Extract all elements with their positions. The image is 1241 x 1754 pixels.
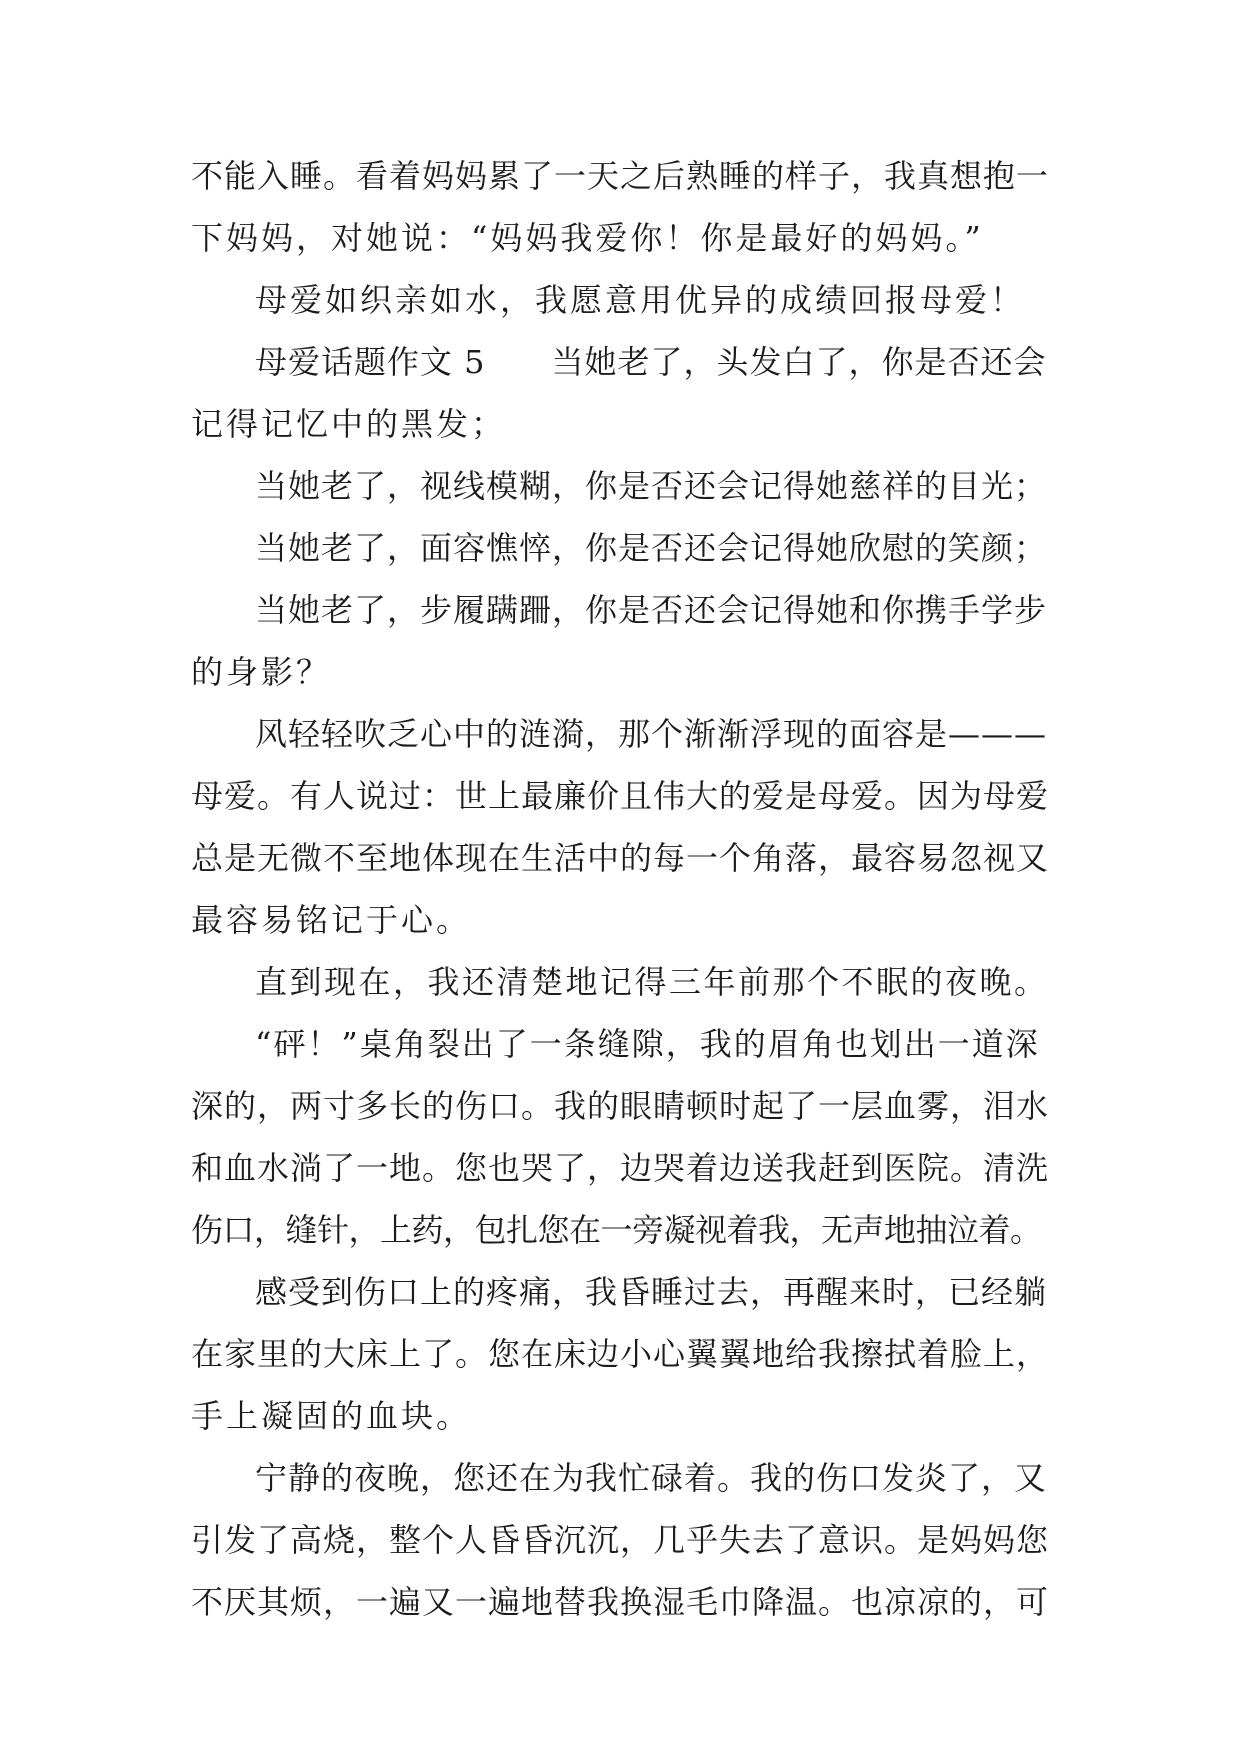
text-line: 伤口，缝针，上药，包扎您在一旁凝视着我，无声地抽泣着。 — [191, 1211, 1042, 1249]
text-line: 当她老了，步履蹒跚，你是否还会记得她和你携手学步 — [255, 591, 1048, 629]
text-line: 的身影？ — [191, 653, 332, 691]
text-line: 在家里的大床上了。您在床边小心翼翼地给我擦拭着脸上， — [191, 1335, 1050, 1373]
text-line: 不厌其烦，一遍又一遍地替我换湿毛巾降温。也凉凉的，可 — [191, 1583, 1050, 1621]
text-line: 母爱话题作文 5 当她老了，头发白了，你是否还会 — [255, 343, 1047, 381]
text-line: 母爱如织亲如水，我愿意用优异的成绩回报母爱！ — [255, 281, 1026, 319]
text-line: 总是无微不至地体现在生活中的每一个角落，最容易忽视又 — [191, 839, 1050, 877]
text-line: 引发了高烧，整个人昏昏沉沉，几乎失去了意识。是妈妈您 — [191, 1521, 1050, 1559]
text-line: 不能入睡。看着妈妈累了一天之后熟睡的样子，我真想抱一 — [191, 157, 1050, 195]
text-line: 直到现在，我还清楚地记得三年前那个不眠的夜晚。 — [255, 963, 1049, 1001]
text-line: 和血水淌了一地。您也哭了，边哭着边送我赶到医院。清洗 — [191, 1149, 1050, 1187]
text-line: 感受到伤口上的疼痛，我昏睡过去，再醒来时，已经躺 — [255, 1273, 1048, 1311]
text-line: 下妈妈，对她说：“妈妈我爱你！你是最好的妈妈。” — [191, 219, 984, 257]
text-line: 母爱。有人说过：世上最廉价且伟大的爱是母爱。因为母爱 — [191, 777, 1050, 815]
text-line: 记得记忆中的黑发； — [191, 405, 507, 443]
text-line: 手上凝固的血块。 — [191, 1397, 472, 1435]
text-line: “砰！”桌角裂出了一条缝隙，我的眉角也划出一道深 — [255, 1025, 1040, 1063]
text-line: 当她老了，视线模糊，你是否还会记得她慈祥的目光； — [255, 467, 1048, 505]
text-line: 宁静的夜晚，您还在为我忙碌着。我的伤口发炎了，又 — [255, 1459, 1048, 1497]
text-line: 深的，两寸多长的伤口。我的眼睛顿时起了一层血雾，泪水 — [191, 1087, 1050, 1125]
text-line: 当她老了，面容憔悴，你是否还会记得她欣慰的笑颜； — [255, 529, 1048, 567]
text-line: 风轻轻吹乏心中的涟漪，那个渐渐浮现的面容是——— — [255, 715, 1048, 753]
text-line: 最容易铭记于心。 — [191, 901, 472, 939]
